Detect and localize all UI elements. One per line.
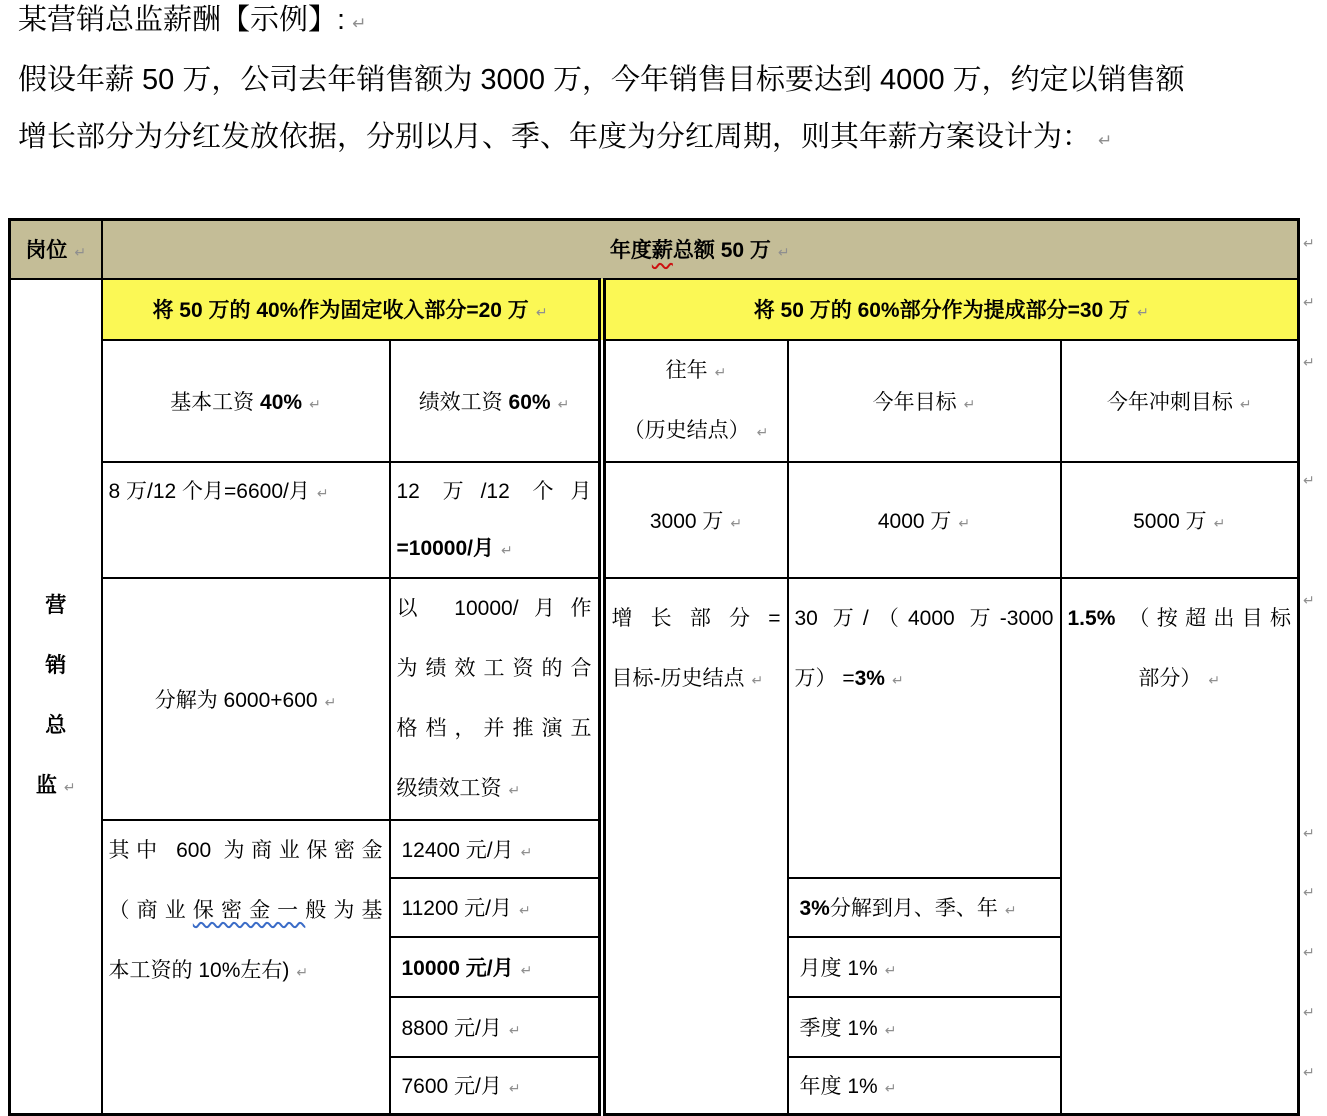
cell-commission-ratio: 30 万/（4000 万-3000 万） =3% ↵: [788, 578, 1061, 878]
cell-perf-salary-header: 绩效工资 60% ↵: [390, 340, 602, 462]
pilcrow-mark: ↵: [508, 781, 521, 798]
pilcrow-mark: ↵: [1098, 131, 1113, 150]
pilcrow-mark: ↵: [963, 395, 976, 412]
pilcrow-mark: ↵: [958, 514, 971, 531]
cell-perf-level-5: 7600 元/月 ↵: [390, 1057, 602, 1115]
pilcrow-mark: ↵: [501, 541, 513, 558]
cell-perf-level-2: 11200 元/月 ↵: [390, 878, 602, 937]
cell-target-value: 4000 万 ↵: [788, 462, 1061, 578]
pilcrow-mark: ↵: [316, 484, 329, 501]
pilcrow-mark: ↵: [1303, 1064, 1315, 1080]
table-row: [10, 578, 1299, 820]
cell-base-breakdown: 分解为 6000+600 ↵: [102, 578, 390, 820]
pilcrow-mark: ↵: [296, 963, 309, 980]
cell-previous-year-value: 3000 万 ↵: [602, 462, 788, 578]
pilcrow-mark: ↵: [1303, 1004, 1315, 1020]
cell-annual-total-header: 年度薪总额 50 万 ↵: [102, 220, 1299, 279]
pilcrow-mark: ↵: [309, 395, 321, 412]
cell-stretch-value: 5000 万 ↵: [1061, 462, 1299, 578]
pilcrow-mark: ↵: [884, 961, 897, 978]
pilcrow-mark: ↵: [519, 902, 531, 918]
pilcrow-mark: ↵: [1137, 304, 1149, 320]
pilcrow-mark: ↵: [751, 671, 764, 688]
pilcrow-mark: ↵: [1303, 944, 1315, 960]
cell-period-month: 月度 1% ↵: [788, 937, 1061, 997]
pilcrow-mark: ↵: [1303, 884, 1315, 900]
pilcrow-mark: ↵: [352, 14, 367, 33]
pilcrow-mark: ↵: [508, 1080, 521, 1097]
table-row: [10, 279, 1299, 340]
pilcrow-mark: ↵: [884, 1021, 897, 1038]
table-row: [10, 220, 1299, 279]
pilcrow-mark: ↵: [557, 395, 570, 412]
pilcrow-mark: ↵: [1303, 825, 1315, 841]
cell-period-quarter: 季度 1% ↵: [788, 997, 1061, 1057]
pilcrow-mark: ↵: [756, 423, 769, 440]
cell-perf-level-1: 12400 元/月 ↵: [390, 820, 602, 878]
pilcrow-mark: ↵: [1303, 592, 1315, 608]
cell-this-year-target-header: 今年目标 ↵: [788, 340, 1061, 462]
cell-previous-year-header: 往年 ↵ （历史结点） ↵: [602, 340, 788, 462]
intro-text: [18, 0, 1323, 169]
pilcrow-mark: ↵: [884, 1080, 897, 1097]
cell-period-year: 年度 1% ↵: [788, 1057, 1061, 1115]
pilcrow-mark: ↵: [730, 514, 743, 531]
pilcrow-mark: ↵: [324, 693, 337, 710]
pilcrow-mark: ↵: [1213, 514, 1226, 531]
cell-stretch-ratio: 1.5% （按超出目标 部分） ↵: [1061, 578, 1299, 1115]
pilcrow-mark: ↵: [1303, 354, 1315, 370]
pilcrow-mark: ↵: [535, 304, 548, 320]
pilcrow-mark: ↵: [1208, 671, 1221, 688]
cell-perf-monthly: 12 万/12 个月 =10000/月 ↵: [390, 462, 602, 578]
cell-perf-level-4: 8800 元/月 ↵: [390, 997, 602, 1057]
table-row: [10, 462, 1299, 578]
cell-role-marketing-director: [10, 279, 102, 1115]
spellcheck-red-underline: 薪: [651, 239, 673, 263]
pilcrow-mark: ↵: [74, 244, 87, 261]
pilcrow-mark: ↵: [520, 961, 533, 978]
cell-stretch-target-header: 今年冲刺目标 ↵: [1061, 340, 1299, 462]
cell-commission-part-header: 将 50 万的 60%部分作为提成部分=30 万 ↵: [602, 279, 1299, 340]
cell-perf-grade-note: 以 10000/月作 为绩效工资的合 格档，并推演五 级绩效工资 ↵: [390, 578, 602, 820]
cell-base-monthly: 8 万/12 个月=6600/月 ↵: [102, 462, 390, 578]
pilcrow-mark: ↵: [777, 244, 790, 261]
intro-title: [18, 0, 1323, 52]
cell-fixed-part-header: 将 50 万的 40%作为固定收入部分=20 万 ↵: [102, 279, 602, 340]
cell-position-header: 岗位 ↵: [10, 220, 102, 279]
pilcrow-mark: ↵: [520, 843, 533, 860]
pilcrow-mark: ↵: [1303, 294, 1315, 310]
pilcrow-mark: ↵: [714, 363, 727, 380]
spellcheck-blue-underline: 保密金一: [192, 898, 306, 922]
cell-perf-level-3: 10000 元/月 ↵: [390, 937, 602, 997]
cell-split-note: 3%分解到月、季、年 ↵: [788, 878, 1061, 937]
intro-title-text: 某营销总监薪酬【示例】:: [18, 4, 346, 36]
cell-confidentiality-note: 其中 600 为商业保密金 （商业保密金一般为基 本工资的 10%左右) ↵: [102, 820, 390, 1115]
intro-body-line1: 假设年薪 50 万，公司去年销售额为 3000 万，今年销售目标要达到 4000 万，约定以销售额: [18, 64, 1185, 96]
salary-table: [8, 218, 1300, 1116]
table-row: [10, 340, 1299, 462]
role-vertical-text: 营 销 总 监 ↵: [35, 594, 76, 798]
pilcrow-mark: ↵: [508, 1021, 521, 1038]
pilcrow-mark: ↵: [891, 671, 904, 688]
pilcrow-mark: ↵: [1303, 235, 1315, 251]
cell-growth-formula: 增 长 部 分 = 目标-历史结点 ↵: [602, 578, 788, 1115]
pilcrow-mark: ↵: [1303, 472, 1315, 488]
intro-body-line2: 增长部分为分红发放依据，分别以月、季、年度为分红周期，则其年薪方案设计为： ↵: [18, 121, 1113, 153]
pilcrow-mark: ↵: [1239, 395, 1252, 412]
pilcrow-mark: ↵: [1004, 902, 1017, 918]
cell-base-salary-header: 基本工资 40% ↵: [102, 340, 390, 462]
pilcrow-mark: ↵: [63, 779, 76, 796]
